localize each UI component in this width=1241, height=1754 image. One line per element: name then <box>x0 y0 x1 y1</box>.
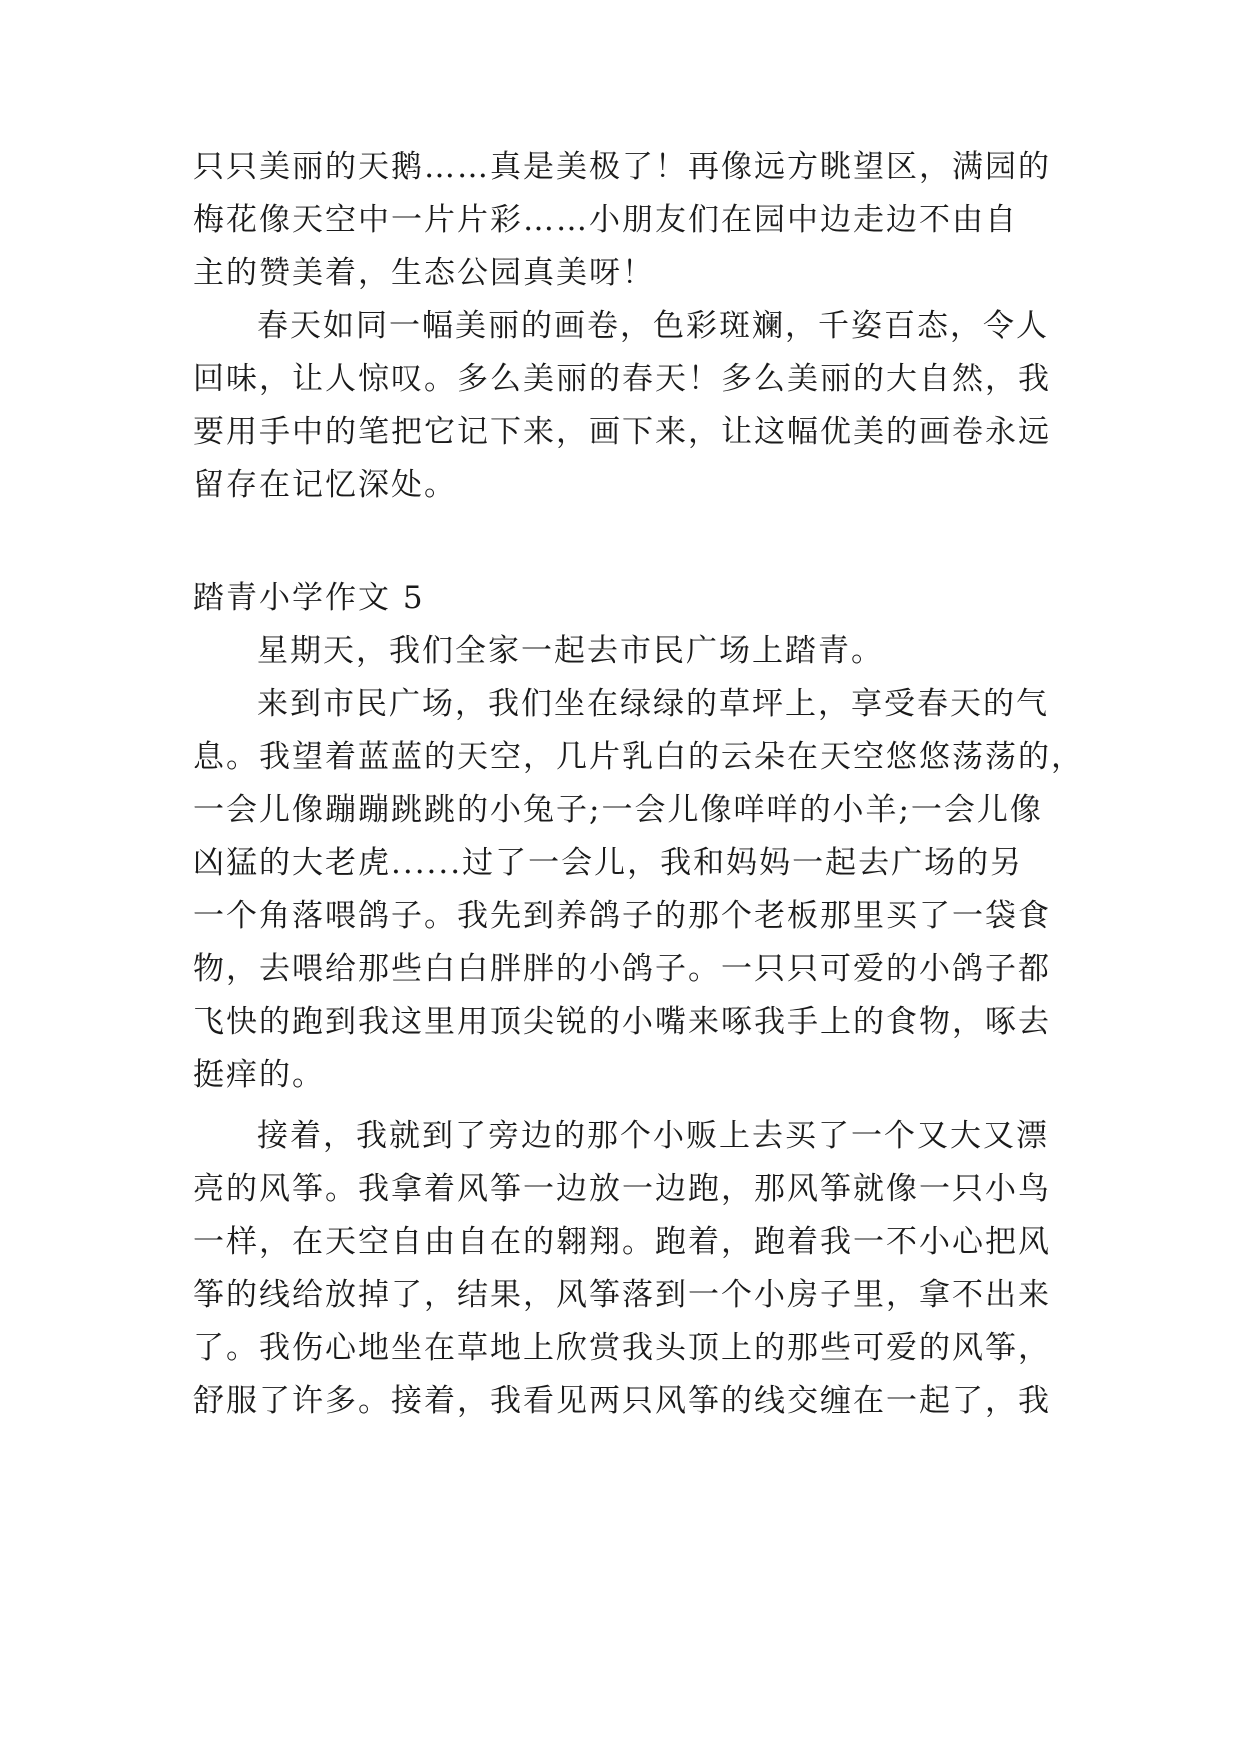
paragraph-5-line-1: 接着，我就到了旁边的那个小贩上去买了一个又大又漂 <box>257 1118 1049 1154</box>
paragraph-4-line-8: 挺痒的。 <box>193 1057 325 1093</box>
paragraph-1-line-3: 主的赞美着，生态公园真美呀！ <box>193 255 655 291</box>
paragraph-4-line-7: 飞快的跑到我这里用顶尖锐的小嘴来啄我手上的食物，啄去 <box>193 1004 1051 1040</box>
paragraph-2-line-4: 留存在记忆深处。 <box>193 467 457 503</box>
paragraph-1-line-1: 只只美丽的天鹅……真是美极了！再像远方眺望区，满园的 <box>193 149 1051 185</box>
paragraph-4-line-4: 凶猛的大老虎......过了一会儿，我和妈妈一起去广场的另 <box>193 845 1024 881</box>
paragraph-2-line-1: 春天如同一幅美丽的画卷，色彩斑斓，千姿百态，令人 <box>257 308 1049 344</box>
paragraph-5-line-5: 了。我伤心地坐在草地上欣赏我头顶上的那些可爱的风筝， <box>193 1330 1051 1366</box>
paragraph-4-line-6: 物，去喂给那些白白胖胖的小鸽子。一只只可爱的小鸽子都 <box>193 951 1051 987</box>
paragraph-4-line-3: 一会儿像蹦蹦跳跳的小兔子;一会儿像咩咩的小羊;一会儿像 <box>193 792 1043 828</box>
paragraph-2-line-3: 要用手中的笔把它记下来，画下来，让这幅优美的画卷永远 <box>193 414 1051 450</box>
paragraph-5-line-4: 筝的线给放掉了，结果，风筝落到一个小房子里，拿不出来 <box>193 1277 1051 1313</box>
paragraph-2-line-2: 回味，让人惊叹。多么美丽的春天！多么美丽的大自然，我 <box>193 361 1051 397</box>
paragraph-4-line-1: 来到市民广场，我们坐在绿绿的草坪上，享受春天的气 <box>257 686 1049 722</box>
paragraph-5-line-6: 舒服了许多。接着，我看见两只风筝的线交缠在一起了，我 <box>193 1383 1051 1419</box>
section-title: 踏青小学作文 5 <box>193 580 425 616</box>
paragraph-4-line-5: 一个角落喂鸽子。我先到养鸽子的那个老板那里买了一袋食 <box>193 898 1051 934</box>
paragraph-3-line-1: 星期天，我们全家一起去市民广场上踏青。 <box>257 633 884 669</box>
paragraph-1-line-2: 梅花像天空中一片片彩……小朋友们在园中边走边不由自 <box>193 202 1018 238</box>
paragraph-4-line-2: 息。我望着蓝蓝的天空，几片乳白的云朵在天空悠悠荡荡的， <box>193 739 1084 775</box>
paragraph-5-line-3: 一样，在天空自由自在的翱翔。跑着，跑着我一不小心把风 <box>193 1224 1051 1260</box>
paragraph-5-line-2: 亮的风筝。我拿着风筝一边放一边跑，那风筝就像一只小鸟 <box>193 1171 1051 1207</box>
